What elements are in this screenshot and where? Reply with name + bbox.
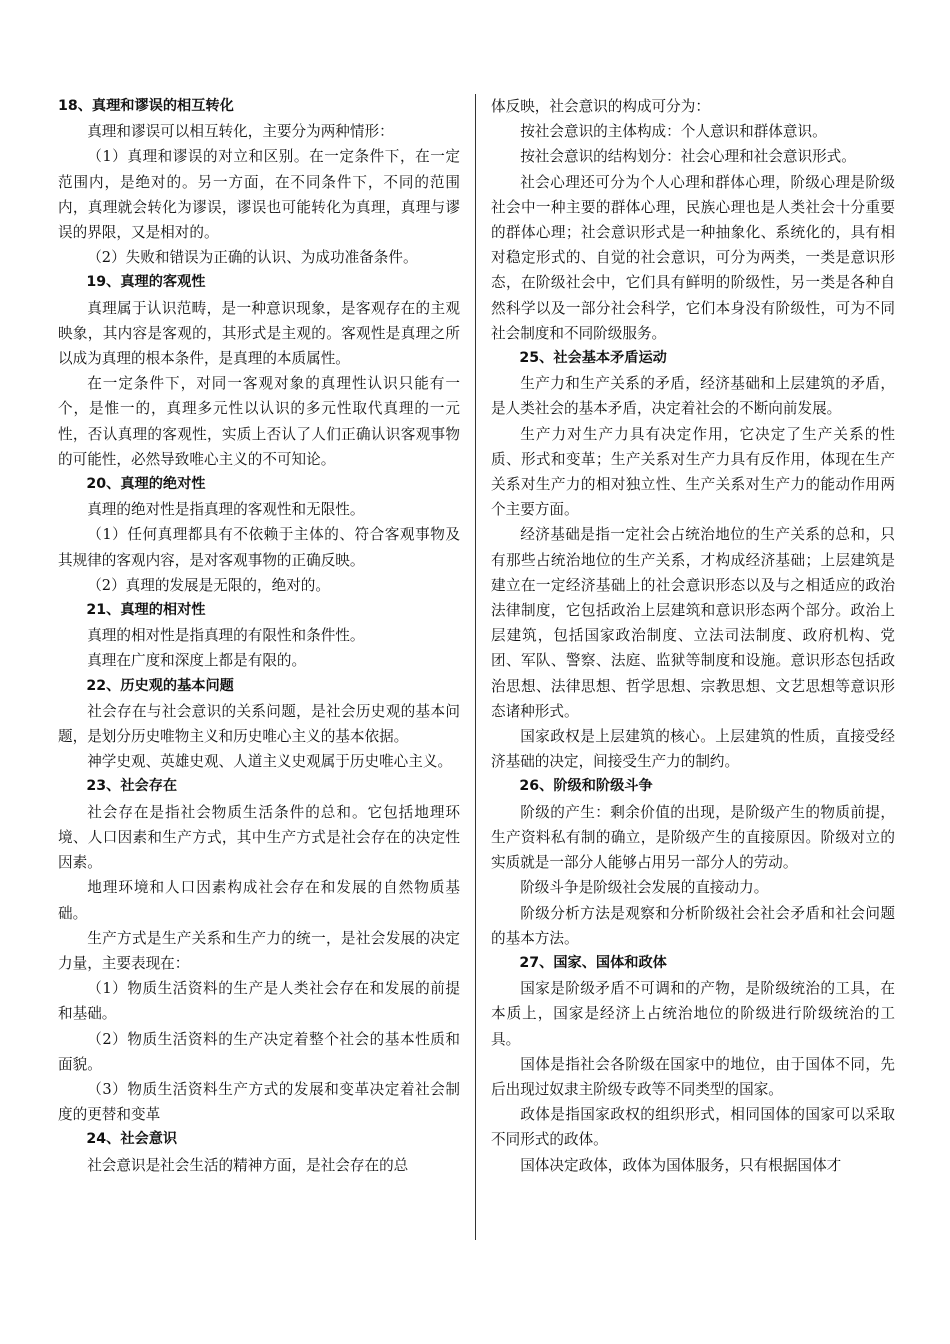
paragraph: （3）物质生活资料生产方式的发展和变革决定着社会制度的更替和变革 <box>58 1080 460 1124</box>
paragraph: 社会存在是指社会物质生活条件的总和。它包括地理环境、人口因素和生产方式，其中生产方式是社会存在的决定性因素。 <box>58 803 460 872</box>
section-heading: 19、真理的客观性 <box>86 274 206 291</box>
section-heading: 18、真理和谬误的相互转化 <box>58 98 234 114</box>
section-heading: 25、社会基本矛盾运动 <box>519 350 667 367</box>
paragraph: 国家是阶级矛盾不可调和的产物，是阶级统治的工具，在本质上，国家是经济上占统治地位的阶级进行阶级统治的工具。 <box>491 980 895 1048</box>
paragraph: 社会意识是社会生活的精神方面，是社会存在的总 <box>87 1156 409 1174</box>
section-heading: 21、真理的相对性 <box>86 602 206 619</box>
paragraph: 经济基础是指一定社会占统治地位的生产关系的总和，只有那些占统治地位的生产关系，才构成经济基础；上层建筑是建立在一定经济基础上的社会意识形态以及与之相适应的政治法律制度，它包括政治上层建筑和意识形态两个部分。政治上层建筑，包括国家政治制度、立法司法制度、政府机构、党团、军队、警察、法庭、监狱等制度和设施。意识形态包括政治思想、法律思想、哲学思想、宗教思想、文艺思想等意识形态诸种形式。 <box>491 526 895 720</box>
paragraph: 生产力对生产力具有决定作用，它决定了生产关系的性质、形式和变革；生产关系对生产力具有反作用，体现在生产关系对生产力的相对独立性、生产关系对生产力的能动作用两个主要方面。 <box>491 425 895 519</box>
paragraph: 国体决定政体，政体为国体服务，只有根据国体才 <box>520 1156 842 1174</box>
paragraph: 真理和谬误可以相互转化，主要分为两种情形： <box>87 123 394 141</box>
paragraph: （1）任何真理都具有不依赖于主体的、符合客观事物及其规律的客观内容，是对客观事物的正确反映。 <box>58 526 460 569</box>
paragraph: （2）真理的发展是无限的，绝对的。 <box>87 576 330 594</box>
paragraph: 按社会意识的结构划分：社会心理和社会意识形式。 <box>520 148 856 166</box>
paragraph: 生产力和生产关系的矛盾，经济基础和上层建筑的矛盾，是人类社会的基本矛盾，决定着社会的不断向前发展。 <box>491 375 895 418</box>
paragraph: 地理环境和人口因素构成社会存在和发展的自然物质基础。 <box>58 879 460 922</box>
paragraph: 国体是指社会各阶级在国家中的地位，由于国体不同，先后出现过奴隶主阶级专政等不同类型的国家。 <box>491 1055 895 1098</box>
section-heading: 22、历史观的基本问题 <box>86 677 234 694</box>
section-heading: 26、阶级和阶级斗争 <box>519 778 653 795</box>
paragraph: 真理的绝对性是指真理的客观性和无限性。 <box>87 501 365 519</box>
column-divider <box>475 94 476 1240</box>
section-heading: 24、社会意识 <box>86 1131 178 1148</box>
paragraph: 生产方式是生产关系和生产力的统一，是社会发展的决定力量，主要表现在： <box>58 929 460 972</box>
section-heading: 23、社会存在 <box>86 778 178 795</box>
paragraph: 体反映，社会意识的构成可分为： <box>491 98 710 115</box>
paragraph: 真理属于认识范畴，是一种意识现象，是客观存在的主观映象，其内容是客观的，其形式是主观的。客观性是真理之所以成为真理的根本条件，是真理的本质属性。 <box>58 299 460 368</box>
paragraph: 阶级斗争是阶级社会发展的直接动力。 <box>520 879 769 897</box>
paragraph: 真理在广度和深度上都是有限的。 <box>87 652 307 670</box>
paragraph: （2）失败和错误为正确的认识、为成功准备条件。 <box>87 249 418 267</box>
paragraph: 神学史观、英雄史观、人道主义史观属于历史唯心主义。 <box>87 753 453 771</box>
paragraph: （1）真理和谬误的对立和区别。在一定条件下，在一定范围内，是绝对的。另一方面，在不同条件下，不同的范围内，真理就会转化为谬误，谬误也可能转化为真理，真理与谬误的界限，又是相对的。 <box>58 148 460 242</box>
right-column <box>491 94 895 1178</box>
paragraph: （2）物质生活资料的生产决定着整个社会的基本性质和面貌。 <box>58 1030 460 1073</box>
section-heading: 20、真理的绝对性 <box>86 476 206 493</box>
paragraph: 在一定条件下，对同一客观对象的真理性认识只能有一个，是惟一的，真理多元性以认识的多元性取代真理的一元性，否认真理的客观性，实质上否认了人们正确认识客观事物的可能性，必然导致唯心主义的不可知论。 <box>58 375 460 468</box>
section-heading: 27、国家、国体和政体 <box>519 954 667 971</box>
paragraph: 真理的相对性是指真理的有限性和条件性。 <box>87 627 365 645</box>
paragraph: 政体是指国家政权的组织形式，相同国体的国家可以采取不同形式的政体。 <box>491 1106 895 1149</box>
paragraph: 按社会意识的主体构成：个人意识和群体意识。 <box>520 123 827 141</box>
paragraph: 阶级分析方法是观察和分析阶级社会社会矛盾和社会问题的基本方法。 <box>491 904 895 947</box>
paragraph: 社会存在与社会意识的关系问题，是社会历史观的基本问题，是划分历史唯物主义和历史唯心主义的基本依据。 <box>58 702 460 746</box>
paragraph: （1）物质生活资料的生产是人类社会存在和发展的前提和基础。 <box>58 980 460 1023</box>
left-column <box>58 94 460 1178</box>
paragraph: 国家政权是上层建筑的核心。上层建筑的性质，直接受经济基础的决定，间接受生产力的制约。 <box>491 728 895 771</box>
paragraph: 阶级的产生：剩余价值的出现，是阶级产生的物质前提，生产资料私有制的确立，是阶级产生的直接原因。阶级对立的实质就是一部分人能够占用另一部分人的劳动。 <box>491 803 895 872</box>
paragraph: 社会心理还可分为个人心理和群体心理，阶级心理是阶级社会中一种主要的群体心理，民族心理也是人类社会十分重要的群体心理；社会意识形式是一种抽象化、系统化的，具有相对稳定形式的、自觉的社会意识，可分为两类，一类是意识形态，在阶级社会中，它们具有鲜明的阶级性，另一类是各种自然科学以及一部分社会科学，它们本身没有阶级性，可为不同社会制度和不同阶级服务。 <box>491 173 895 342</box>
